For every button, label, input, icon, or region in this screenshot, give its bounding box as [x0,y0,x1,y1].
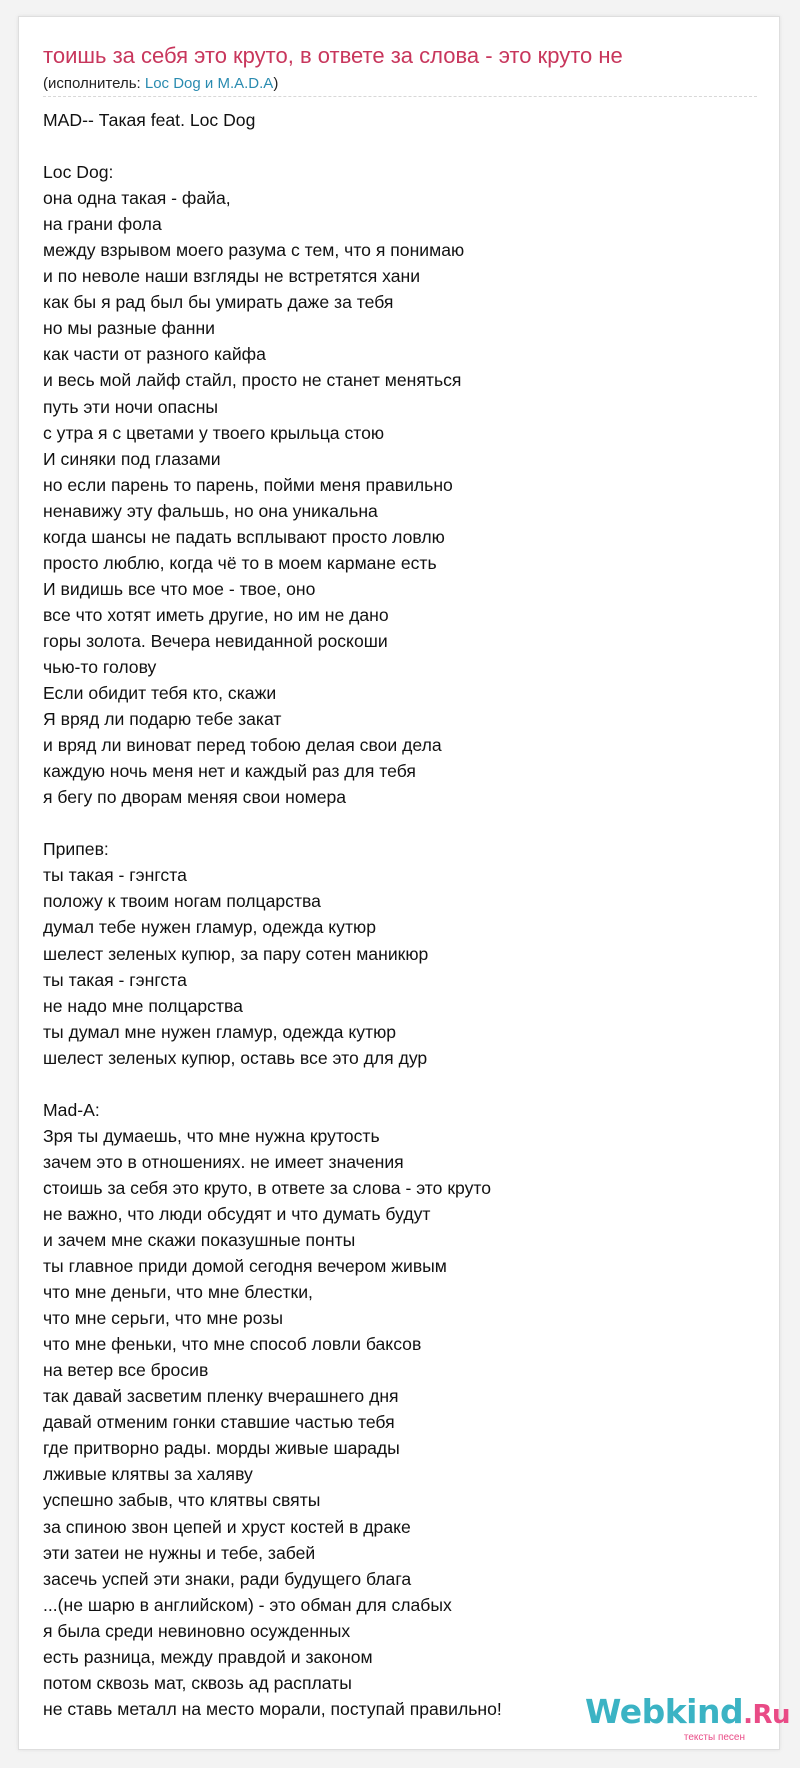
lyric-line: давай отменим гонки ставшие частью тебя [43,1412,395,1433]
site-logo[interactable] [585,1692,791,1743]
lyric-line: я бегу по дворам меняя свои номера [43,787,347,808]
lyric-line: как бы я рад был бы умирать даже за тебя [43,292,394,313]
lyric-line: ты думал мне нужен гламур, одежда кутюр [43,1021,397,1042]
lyric-line: и по неволе наши взгляды не встретятся хани [43,266,421,287]
lyric-line: на грани фола [43,214,162,235]
lyric-line: потом сквозь мат, сквозь ад расплаты [43,1672,352,1693]
lyric-line: что мне серьги, что мне розы [43,1308,284,1329]
lyric-line: на ветер все бросив [43,1360,209,1381]
page-title: тоишь за себя это круто, в ответе за слова - это круто не [43,43,623,68]
lyric-line: И синяки под глазами [43,448,221,469]
lyric-line: есть разница, между правдой и законом [43,1646,373,1667]
lyric-line: не важно, что люди обсудят и что думать будут [43,1203,431,1224]
artist-link[interactable]: Loc Dog и M.A.D.A [144,75,274,92]
lyric-line: MAD-- Такая feat. Loc Dog [43,110,256,130]
lyric-line: путь эти ночи опасны [43,396,219,417]
header-divider [43,96,757,97]
lyric-line: где притворно рады. морды живые шарады [43,1438,400,1459]
lyric-line: но мы разные фанни [43,318,216,339]
lyric-line: Если обидит тебя кто, скажи [43,683,277,704]
lyric-line: чью-то голову [43,656,157,677]
lyric-line: шелест зеленых купюр, за пару сотен маникюр [43,943,429,964]
lyric-line: шелест зеленых купюр, оставь все это для дур [43,1047,428,1068]
lyric-line: но если парень то парень, пойми меня правильно [43,474,453,495]
logo-wordmark [585,1692,790,1731]
blank-line [43,1071,757,1097]
logo-tagline: тексты песен [683,1732,745,1743]
lyric-line: Припев: [43,839,109,860]
lyric-line: успешно забыв, что клятвы святы [43,1490,321,1511]
lyric-line: и зачем мне скажи показушные понты [43,1230,356,1251]
logo-main-text: Webkind [585,1692,744,1731]
blank-line [43,133,757,159]
lyric-line: стоишь за себя это круто, в ответе за слова - это круто [43,1177,492,1198]
lyric-line: эти затеи не нужны и тебе, забей [43,1542,316,1563]
lyric-line: Я вряд ли подарю тебе закат [43,709,282,730]
lyric-line: что мне феньки, что мне способ ловли баксов [43,1334,422,1355]
lyric-line: с утра я с цветами у твоего крыльца стою [43,422,385,443]
lyric-line: зачем это в отношениях. не имеет значения [43,1151,404,1172]
lyric-line: между взрывом моего разума с тем, что я понимаю [43,240,465,261]
lyric-line: Loc Dog: [43,162,114,183]
lyric-line: Mad-A: [43,1099,100,1120]
lyric-line: ты такая - гэнгста [43,865,187,886]
lyric-line: ...(не шарю в английском) - это обман для слабых [43,1594,452,1615]
lyric-line: Зря ты думаешь, что мне нужна крутость [43,1125,380,1146]
lyric-line: думал тебе нужен гламур, одежда кутюр [43,917,376,938]
logo-suffix: .Ru [743,1700,791,1730]
lyric-line: я была среди невиновно осужденных [43,1620,351,1641]
artist-prefix: (исполнитель: [43,75,145,92]
lyric-line: и вряд ли виноват перед тобою делая свои дела [43,735,442,756]
lyric-line: когда шансы не падать всплывают просто ловлю [43,526,445,547]
lyric-line: И видишь все что мое - твое, оно [43,578,316,599]
lyric-line: ты такая - гэнгста [43,969,187,990]
lyric-line: не ставь металл на место морали, поступай правильно! [43,1698,502,1719]
lyric-line: горы золота. Вечера невиданной роскоши [43,630,388,651]
lyric-line: лживые клятвы за халяву [43,1464,253,1485]
lyric-line: ты главное приди домой сегодня вечером живым [43,1256,447,1277]
lyric-line: засечь успей эти знаки, ради будущего блага [43,1568,412,1589]
lyric-line: она одна такая - файа, [43,188,231,209]
artist-suffix: ) [273,75,279,92]
lyric-line: так давай засветим пленку вчерашнего дня [43,1386,399,1407]
lyric-line: не надо мне полцарства [43,995,243,1016]
lyric-line: каждую ночь меня нет и каждый раз для тебя [43,761,416,782]
lyric-line: положу к твоим ногам полцарства [43,891,321,912]
lyrics-card [18,16,791,1750]
lyric-line: и весь мой лайф стайл, просто не станет меняться [43,370,462,391]
lyric-line: за спиною звон цепей и хруст костей в драке [43,1516,411,1537]
lyric-line: все что хотят иметь другие, но им не дано [43,604,389,625]
lyric-line: как части от разного кайфа [43,344,266,365]
artist-line [43,75,278,92]
blank-line [43,810,757,836]
lyric-line: что мне деньги, что мне блестки, [43,1282,313,1303]
lyric-line: просто люблю, когда чё то в моем кармане есть [43,552,437,573]
lyrics-text [43,107,757,1722]
lyric-line: ненавижу эту фальшь, но она уникальна [43,500,378,521]
